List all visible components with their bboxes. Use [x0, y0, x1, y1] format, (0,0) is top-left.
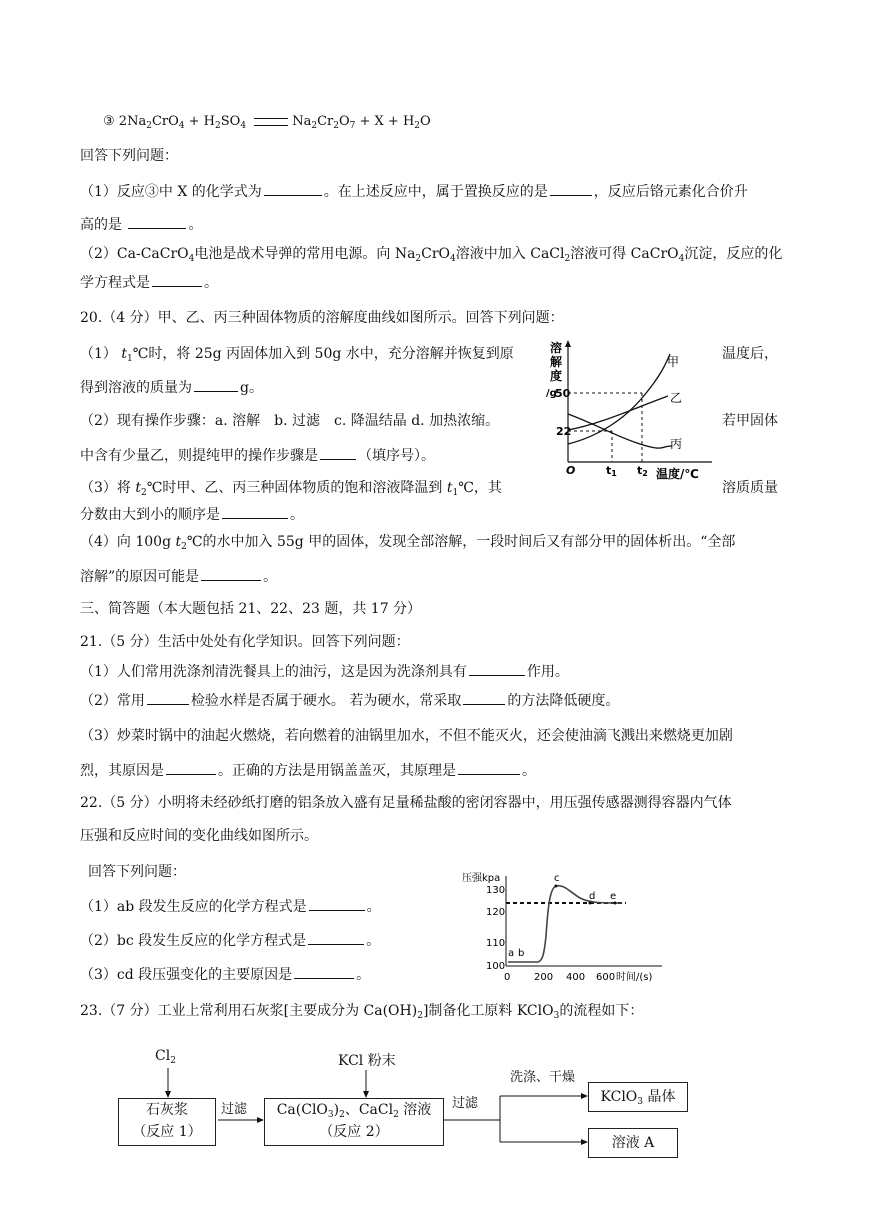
q20-part3-cont: 分数由大到小的顺序是 。: [80, 507, 304, 523]
tick-200: 200: [534, 972, 554, 983]
answer-blank[interactable]: [469, 662, 525, 676]
y-label-3: 度: [550, 369, 563, 383]
q20-title: 20.（4 分）甲、乙、丙三种固体物质的溶解度曲线如图所示。回答下列问题：: [80, 310, 564, 326]
tick-130: 130: [486, 885, 506, 896]
q20-part3-right: 溶质质量: [722, 480, 778, 496]
wash-dry-label: 洗涤、干燥: [510, 1070, 576, 1085]
y-label-1: 溶: [550, 341, 563, 355]
tick-0: 0: [504, 972, 511, 983]
q21-title: 21.（5 分）生活中处处有化学知识。回答下列问题：: [80, 634, 410, 650]
filter-label-1: 过滤: [221, 1102, 248, 1117]
answer-blank[interactable]: [222, 505, 288, 519]
q21-part2: （2）常用 检验水样是否属于硬水。 若为硬水，常采取 的方法降低硬度。: [80, 693, 620, 709]
label-yi: 乙: [670, 391, 683, 405]
y-axis-arrow: [565, 340, 571, 347]
solubility-curve-graph: [540, 336, 720, 484]
box-solution-a: 溶液 A: [588, 1128, 678, 1158]
q19-part2-cont: 学方程式是 。: [80, 275, 218, 291]
q21-part3: （3）炒菜时锅中的油起火燃烧，若向燃着的油锅里加水，不但不能灭火，还会使油滴飞溅出来燃烧更加剧: [80, 728, 733, 744]
q21-part3-cont: 烈，其原因是 。正确的方法是用锅盖盖灭，其原理是 。: [80, 763, 536, 779]
tick-100: 100: [486, 961, 506, 972]
q19-part2: （2）Ca-CaCrO$_4$电池是战术导弹的常用电源。向 $Na_2CrO_4$溶液中加入 CaCl$_2$溶液可得 CaCrO$_4$沉淀，反应的化: [80, 246, 783, 264]
q19-part1-cont: 高的是 。: [80, 217, 203, 233]
box-kclo3-crystal: KClO$_3$ 晶体: [588, 1082, 688, 1112]
x-label: 温度/℃: [656, 467, 699, 481]
q20-part2-right: 若甲固体: [722, 413, 778, 429]
answer-blank[interactable]: [166, 761, 216, 775]
tick-50: 50: [555, 387, 571, 400]
answer-blank[interactable]: [194, 378, 238, 392]
answer-blank[interactable]: [147, 691, 189, 705]
cl2-label: $Cl_2$: [155, 1048, 176, 1066]
answer-blank[interactable]: [294, 965, 354, 979]
answer-blank[interactable]: [550, 182, 592, 196]
section-3-title: 三、简答题（本大题包括 21、22、23 题，共 17 分）: [80, 601, 422, 617]
answer-blank[interactable]: [308, 931, 364, 945]
tick-110: 110: [486, 938, 506, 949]
q23-title: 23.（7 分）工业上常利用石灰浆[主要成分为 $Ca(OH)_2$]制备化工原料 KClO$_3$的流程如下：: [80, 1003, 644, 1021]
tick-600: 600: [596, 972, 616, 983]
tick-120: 120: [486, 907, 506, 918]
answer-blank[interactable]: [264, 182, 322, 196]
answer-blank[interactable]: [458, 761, 520, 775]
box-lime-slurry: 石灰浆 （反应 1）: [118, 1098, 216, 1146]
label-e: e: [610, 891, 617, 902]
q22-title-cont: 压强和反应时间的变化曲线如图所示。: [80, 828, 318, 844]
x-label: 时间/(s): [616, 972, 653, 983]
answer-blank[interactable]: [320, 446, 356, 460]
q20-part1-cont: 得到溶液的质量为 g。: [80, 380, 263, 396]
kcl-label: KCl 粉末: [338, 1053, 396, 1069]
tick-t2: t2: [637, 464, 648, 478]
tick-400: 400: [566, 972, 586, 983]
q22-part2: （2）bc 段发生反应的化学方程式是 。: [80, 933, 381, 949]
q20-part3: （3）将 $t_2℃$时甲、乙、丙三种固体物质的饱和溶液降温到 $t_1℃$，其: [80, 480, 502, 498]
equation-3: ③ $2Na_2CrO_4 + H_2SO_4$ $Na_2Cr_2O_7 + X + H_2O$: [103, 114, 431, 131]
q19-part1: （1）反应③中 X 的化学式为 。在上述反应中，属于置换反应的是 ，反应后铬元素化合价升: [80, 184, 748, 200]
q19-intro: 回答下列问题：: [80, 148, 178, 164]
label-d: d: [589, 891, 596, 902]
pressure-curve: [508, 886, 622, 962]
answer-blank[interactable]: [152, 273, 202, 287]
q20-part1: （1） $t_1℃$时，将 25g 丙固体加入到 50g 水中，充分溶解并恢复到原: [80, 346, 514, 364]
filter-label-2: 过滤: [452, 1096, 479, 1111]
q20-part2-cont: 中含有少量乙，则提纯甲的操作步骤是 （填序号）。: [80, 448, 435, 464]
curve-yi: [568, 396, 668, 430]
q22-part3: （3）cd 段压强变化的主要原因是 。: [80, 967, 371, 983]
q20-part1-right: 温度后，: [722, 346, 778, 362]
q22-intro: 回答下列问题：: [88, 864, 186, 880]
answer-blank[interactable]: [309, 897, 365, 911]
curve-jia: [568, 354, 670, 444]
origin-label: O: [566, 464, 576, 477]
y-label-2: 解: [550, 355, 563, 369]
y-label-4: /g: [546, 388, 557, 399]
label-b: b: [518, 948, 525, 959]
answer-blank[interactable]: [463, 691, 505, 705]
q22-part1: （1）ab 段发生反应的化学方程式是 。: [80, 899, 381, 915]
point-c: [555, 885, 558, 888]
q20-part2: （2）现有操作步骤：a. 溶解 b. 过滤 c. 降温结晶 d. 加热浓缩。: [80, 413, 500, 429]
q22-title: 22.（5 分）小明将未经砂纸打磨的铝条放入盛有足量稀盐酸的密闭容器中，用压强传感器测得容器内气体: [80, 795, 732, 811]
q20-part4-cont: 溶解”的原因可能是 。: [80, 569, 278, 585]
box-solution: $Ca(ClO_3)_2$、CaCl$_2$ 溶液 （反应 2）: [264, 1098, 444, 1146]
label-c: c: [554, 873, 560, 884]
label-a: a: [508, 948, 515, 959]
y-label: 压强kpa: [462, 873, 501, 884]
tick-t1: t1: [606, 464, 617, 478]
answer-blank[interactable]: [201, 567, 261, 581]
equals-sign: [254, 118, 288, 126]
pressure-time-graph: [460, 866, 680, 986]
tick-22: 22: [556, 425, 572, 438]
answer-blank[interactable]: [128, 215, 186, 229]
label-jia: 甲: [667, 355, 680, 369]
label-bing: 丙: [670, 437, 683, 451]
q20-part4: （4）向 100g $t_2℃$的水中加入 55g 甲的固体，发现全部溶解，一段时间后又有部分甲的固体析出。“全部: [80, 534, 736, 552]
q21-part1: （1）人们常用洗涤剂清洗餐具上的油污，这是因为洗涤剂具有 作用。: [80, 664, 569, 680]
